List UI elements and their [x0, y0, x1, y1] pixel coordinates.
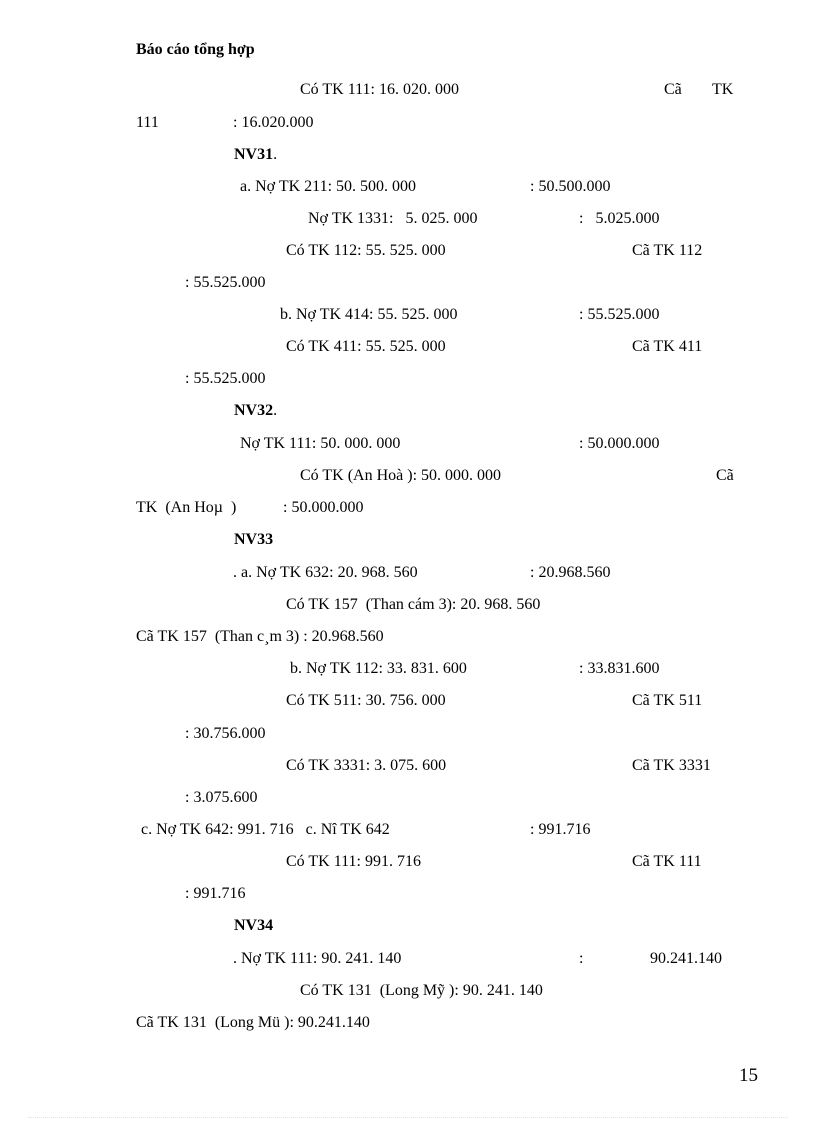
text-line: : 3.075.600: [185, 789, 258, 806]
text-line: Có TK 112: 55. 525. 000: [286, 242, 446, 259]
text-line: 90.241.140: [650, 950, 722, 967]
text-line: Có TK 131 (Long Mỹ ): 90. 241. 140: [300, 982, 543, 999]
section-heading-label: NV31: [234, 146, 274, 163]
text-line: : 5.025.000: [579, 210, 660, 227]
footer-divider: [28, 1117, 788, 1118]
text-line: Cã TK 511: [632, 692, 703, 709]
text-line: Cã TK 411: [632, 338, 703, 355]
text-line: Nợ TK 1331: 5. 025. 000: [308, 210, 478, 227]
page-title: Báo cáo tổng hợp: [136, 41, 255, 58]
text-line: . Nợ TK 111: 90. 241. 140: [233, 950, 402, 967]
text-line: : 33.831.600: [579, 660, 660, 677]
text-line: TK (An Hoµ ): [136, 499, 237, 516]
text-line: : 16.020.000: [233, 114, 314, 131]
text-line: Nợ TK 111: 50. 000. 000: [240, 435, 401, 452]
text-line: : 20.968.560: [530, 564, 611, 581]
text-line: :: [579, 950, 584, 967]
text-line: : 50.000.000: [579, 435, 660, 452]
text-line: b. Nợ TK 414: 55. 525. 000: [280, 306, 458, 323]
text-line: Cã: [716, 467, 734, 484]
text-line: : 50.500.000: [530, 178, 611, 195]
page-number: 15: [739, 1065, 758, 1086]
text-line: : 991.716: [185, 885, 246, 902]
text-line: TK: [712, 81, 734, 98]
text-line: Có TK 111: 16. 020. 000: [300, 81, 459, 98]
text-line: Có TK 157 (Than cám 3): 20. 968. 560: [286, 596, 541, 613]
text-line: c. Nợ TK 642: 991. 716 c. Nî TK 642: [141, 821, 390, 838]
text-line: Có TK (An Hoà ): 50. 000. 000: [300, 467, 502, 484]
section-heading-label: NV32: [234, 402, 274, 419]
text-line: : 55.525.000: [185, 274, 266, 291]
text-line: Cã TK 111: [632, 853, 702, 870]
text-line: : 55.525.000: [579, 306, 660, 323]
text-line: 111: [136, 114, 159, 131]
text-line: : 50.000.000: [283, 499, 364, 516]
text-line: : 991.716: [530, 821, 591, 838]
text-line: Cã TK 112: [632, 242, 703, 259]
section-heading-suffix: .: [273, 146, 278, 163]
section-heading: NV33: [234, 531, 274, 548]
text-line: Cã TK 3331: [632, 757, 711, 774]
text-line: Có TK 511: 30. 756. 000: [286, 692, 446, 709]
text-line: : 30.756.000: [185, 725, 266, 742]
section-heading: NV34: [234, 917, 274, 934]
text-line: Có TK 111: 991. 716: [286, 853, 421, 870]
text-line: Có TK 3331: 3. 075. 600: [286, 757, 447, 774]
text-line: Cã TK 131 (Long Mü ): 90.241.140: [136, 1014, 370, 1031]
text-line: b. Nợ TK 112: 33. 831. 600: [290, 660, 467, 677]
text-line: Có TK 411: 55. 525. 000: [286, 338, 446, 355]
text-line: Cã: [664, 81, 682, 98]
section-heading-suffix: .: [273, 402, 278, 419]
text-line: Cã TK 157 (Than c¸m 3) : 20.968.560: [136, 628, 384, 645]
text-line: a. Nợ TK 211: 50. 500. 000: [240, 178, 417, 195]
text-line: : 55.525.000: [185, 370, 266, 387]
text-line: . a. Nợ TK 632: 20. 968. 560: [233, 564, 418, 581]
section-heading: [234, 401, 277, 421]
section-heading: [234, 145, 277, 165]
